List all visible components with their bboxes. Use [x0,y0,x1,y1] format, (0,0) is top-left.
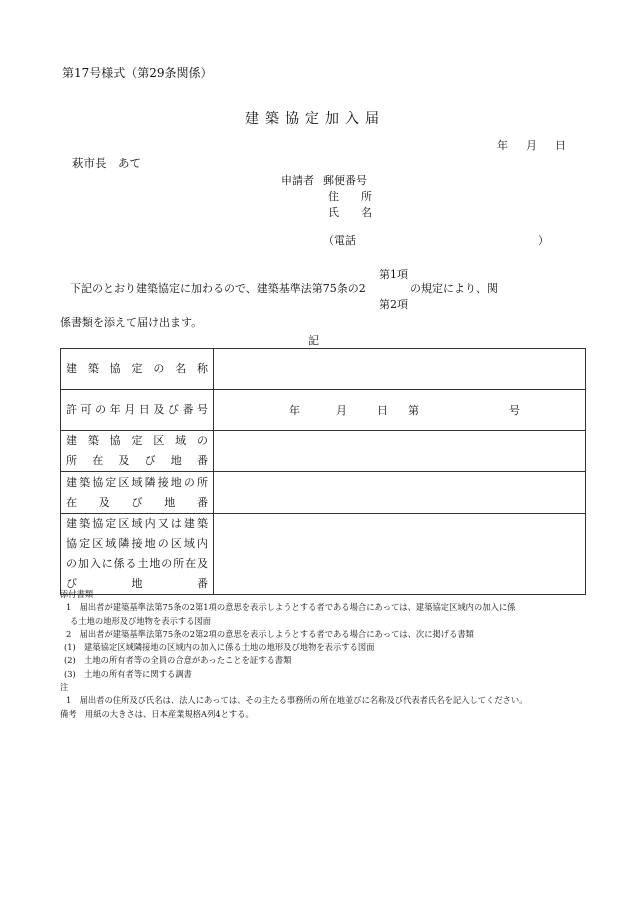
table-row [61,514,586,595]
paragraph-2-label: 第2項 [379,298,408,311]
table-row [61,390,586,431]
ki-mark: 記 [308,334,319,347]
adjacent-location-label: 建築協定区域隣接地の所 在及び地番 [61,472,214,514]
date-day: 日 [555,139,566,152]
adjacent-location-field[interactable] [214,472,586,514]
applicant-label: 申請者 [281,174,314,187]
remarks: 備考 用紙の大きさは、日本産業規格A列4とする。 [60,708,254,719]
attachment-1: 1 届出者が建築基準法第75条の2第1項の意思を表示しようとする者である場合にあっては、建築協定区域内の加入に係 [66,602,516,613]
attachment-2: 2 届出者が建築基準法第75条の2第2項の意思を表示しようとする者である場合にあっては、次に掲げる書類 [66,628,474,639]
table-row [61,349,586,390]
postal-code-label: 郵便番号 [323,174,367,187]
phone-close: ） [538,234,549,247]
district-location-field[interactable] [214,431,586,472]
date-year: 年 [497,139,508,152]
date-line [497,137,566,153]
joining-land-field[interactable] [214,514,586,595]
table-row [61,431,586,472]
phone-label: （電話 [323,234,356,247]
address-label: 住 所 [328,190,372,203]
intro-line-1: 下記のとおり建築協定に加わるので、建築基準法第75条の2 [70,282,366,295]
attachments-heading: 添付書類 [60,589,94,599]
attachment-2-1: (1) 建築協定区域隣接地の区域内の加入に係る土地の地形及び地物を表示する図面 [64,642,375,653]
addressee: 萩市長 あて [72,156,141,170]
page-title: 建築協定加入届 [245,111,385,127]
date-month: 月 [526,139,537,152]
form-number: 第17号様式（第29条関係） [62,66,213,80]
district-location-label: 建築協定区域の 所在及び地番 [61,431,214,472]
note-1: 1 届出者の住所及び氏名は、法人にあっては、その主たる事務所の所在地並びに名称及び代表者氏名を記入してください。 [66,695,528,706]
intro-line-1-end: の規定により、関 [410,282,498,295]
note-heading: 注 [60,682,69,693]
agreement-name-label: 建築協定の名称 [61,349,214,390]
table-row [61,472,586,514]
intro-line-2: 係書類を添えて届け出ます。 [60,316,203,329]
application-table [60,348,586,595]
attachment-2-3: (3) 土地の所有者等に関する調書 [64,668,192,679]
name-label: 氏 名 [328,206,372,219]
permit-label: 許可の年月日及び番号 [61,390,214,431]
joining-land-label: 建築協定区域内又は建築 協定区域隣接地の区域内 の加入に係る土地の所在及 び地番 [61,514,214,595]
agreement-name-field[interactable] [214,349,586,390]
paragraph-1-label: 第1項 [379,268,408,281]
notes-section [60,588,528,721]
attachment-2-2: (2) 土地の所有者等の全員の合意があったことを証する書類 [64,655,292,666]
attachment-1-cont: る土地の地形及び地物を表示する図面 [70,615,212,626]
permit-field[interactable]: 年 月 日 第 号 [214,390,586,431]
